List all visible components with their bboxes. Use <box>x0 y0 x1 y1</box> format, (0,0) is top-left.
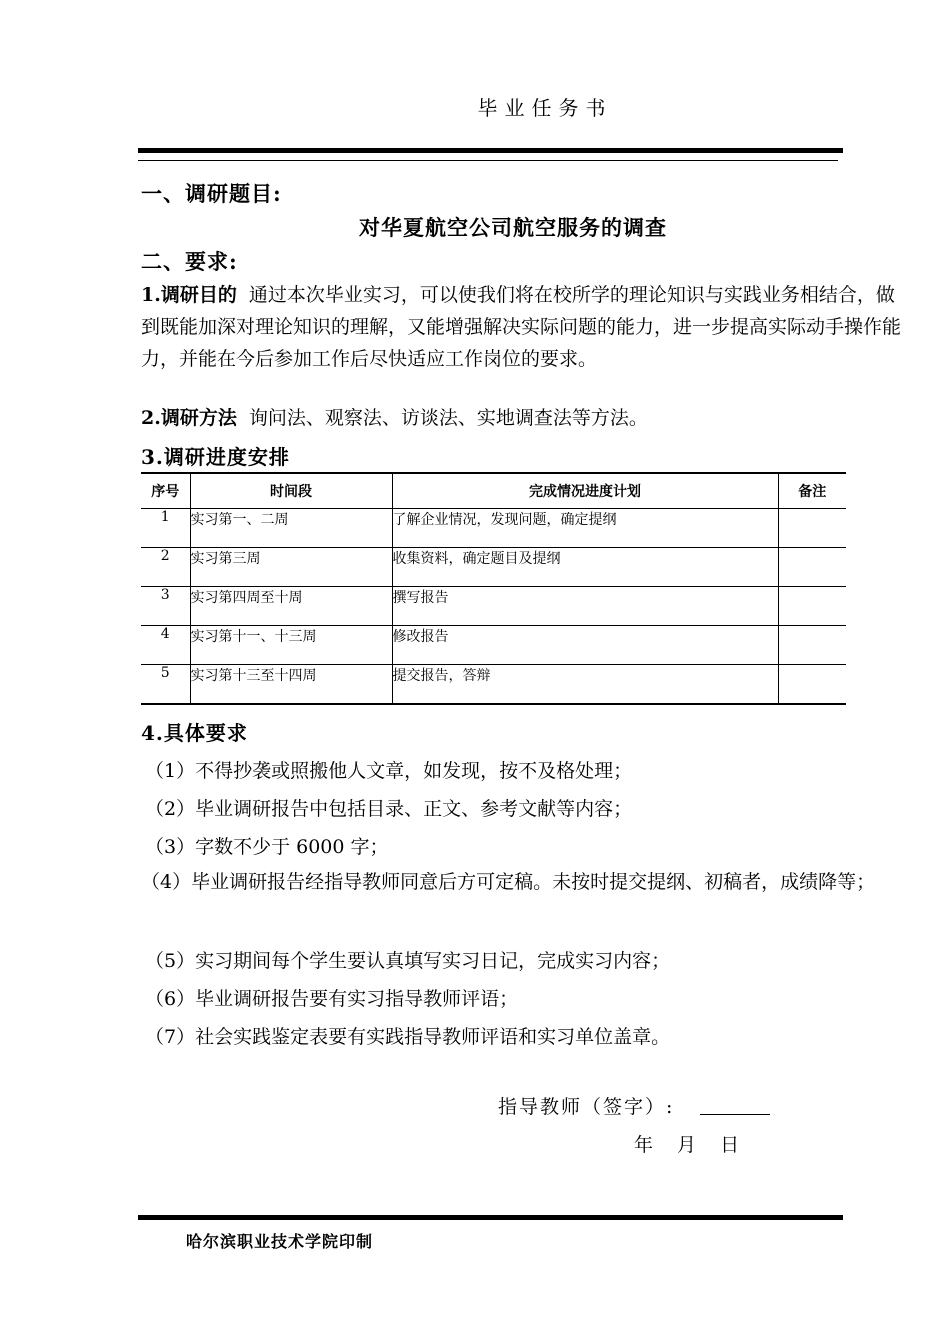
row-plan: 提交报告，答辩 <box>392 665 778 705</box>
row-note <box>778 665 846 705</box>
row-note <box>778 548 846 587</box>
purpose-label: 1.调研目的 <box>141 284 237 306</box>
row-note <box>778 587 846 626</box>
section1-heading: 一、调研题目: <box>141 181 282 206</box>
method-label: 2.调研方法 <box>141 407 237 429</box>
row-plan: 收集资料，确定题目及提纲 <box>392 548 778 587</box>
row-number: 5 <box>141 665 190 705</box>
purpose-text: 通过本次毕业实习，可以使我们将在校所学的理论知识与实践业务相结合，做到既能加深对理论知识的理解，又能增强解决实际问题的能力，进一步提高实际动手操作能力，并能在今后参加工作后尽快适应工作岗位的要求。 <box>141 284 902 370</box>
row-number: 2 <box>141 548 190 587</box>
row-plan: 撰写报告 <box>392 587 778 626</box>
signature-label: 指导教师（签字）: <box>498 1096 675 1118</box>
row-time: 实习第十一、十三周 <box>190 626 392 665</box>
requirements-heading: 4.具体要求 <box>141 721 248 745</box>
table-row <box>141 509 846 548</box>
requirement-item: （2）毕业调研报告中包括目录、正文、参考文献等内容； <box>145 798 633 820</box>
signature-date: 年 月 日 <box>634 1134 742 1156</box>
table-header-row <box>141 473 846 509</box>
column-header: 备注 <box>778 473 846 509</box>
table-row <box>141 665 846 705</box>
row-plan: 了解企业情况，发现问题，确定提纲 <box>392 509 778 548</box>
row-number: 4 <box>141 626 190 665</box>
row-time: 实习第一、二周 <box>190 509 392 548</box>
header-rule-thick <box>138 148 843 153</box>
row-number: 1 <box>141 509 190 548</box>
method-paragraph <box>141 402 901 434</box>
table-row <box>141 587 846 626</box>
requirement-item: （4）毕业调研报告经指导教师同意后方可定稿。未按时提交提纲、初稿者，成绩降等； <box>141 871 876 893</box>
footer-rule <box>138 1215 843 1220</box>
footer-text: 哈尔滨职业技术学院印制 <box>186 1232 374 1251</box>
requirement-item: （1）不得抄袭或照搬他人文章，如发现，按不及格处理； <box>145 760 633 782</box>
purpose-paragraph <box>141 279 901 375</box>
row-note <box>778 509 846 548</box>
signature-line <box>700 1114 770 1115</box>
header-rule-thin <box>138 160 838 161</box>
row-note <box>778 626 846 665</box>
requirement-item: （7）社会实践鉴定表要有实践指导教师评语和实习单位盖章。 <box>145 1026 671 1048</box>
table-row <box>141 626 846 665</box>
column-header: 序号 <box>141 473 190 509</box>
schedule-heading: 3.调研进度安排 <box>141 445 290 469</box>
requirement-item: （5）实习期间每个学生要认真填写实习日记，完成实习内容； <box>145 950 671 972</box>
page-title: 毕业任务书 <box>477 96 613 120</box>
section2-heading: 二、要求: <box>141 249 238 274</box>
row-time: 实习第四周至十周 <box>190 587 392 626</box>
column-header: 时间段 <box>190 473 392 509</box>
requirement-item: （3）字数不少于 6000 字； <box>145 836 389 858</box>
research-topic: 对华夏航空公司航空服务的调查 <box>359 215 667 240</box>
requirement-item: （6）毕业调研报告要有实习指导教师评语； <box>145 988 519 1010</box>
row-number: 3 <box>141 587 190 626</box>
method-text: 询问法、观察法、访谈法、实地调查法等方法。 <box>248 407 648 429</box>
row-time: 实习第十三至十四周 <box>190 665 392 705</box>
schedule-table <box>141 472 846 705</box>
row-plan: 修改报告 <box>392 626 778 665</box>
column-header: 完成情况进度计划 <box>392 473 778 509</box>
row-time: 实习第三周 <box>190 548 392 587</box>
table-row <box>141 548 846 587</box>
